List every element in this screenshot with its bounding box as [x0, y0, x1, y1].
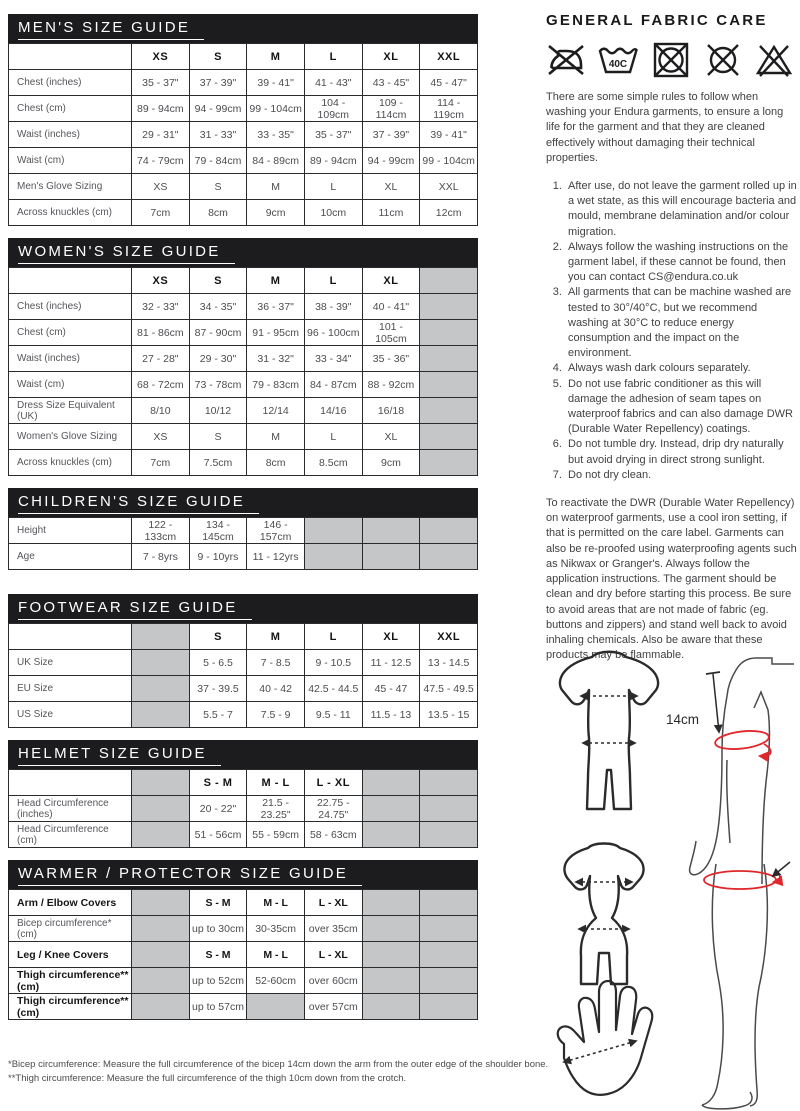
value-cell: 40 - 42 [247, 676, 305, 702]
row-label: Men's Glove Sizing [9, 174, 132, 200]
table-row [9, 822, 478, 848]
value-cell [132, 890, 190, 916]
value-cell: 52-60cm [247, 968, 305, 994]
warmer-size-guide-section [8, 860, 478, 1020]
value-cell: 94 - 99cm [362, 148, 420, 174]
value-cell [132, 676, 190, 702]
dwr-paragraph: To reactivate the DWR (Durable Water Repellency) on waterproof garments, use a cool iron setting, if that is permitted on the care label. Garments can also be re-proofed using waterproofing agents such as Nikwax or Granger's. Always follow the application instructions. The garment should be clean and dry before starting this process. Be sure to avoid areas that are not made of fabric (eg. buttons and zippers) and stand well back to avoid inhaling chemicals. Also be aware that these products may be flammable. [546, 497, 797, 662]
wash-40c-icon [597, 40, 639, 80]
value-cell [132, 650, 190, 676]
size-column-header: XL [362, 44, 420, 70]
table-row [9, 916, 478, 942]
value-cell: M - L [247, 890, 305, 916]
value-cell: 35 - 37" [132, 70, 190, 96]
value-cell: 99 - 104cm [420, 148, 478, 174]
row-label: Women's Glove Sizing [9, 424, 132, 450]
row-label: EU Size [9, 676, 132, 702]
size-column-header [132, 770, 190, 796]
value-cell: 11 - 12.5 [362, 650, 420, 676]
row-label: Chest (inches) [9, 70, 132, 96]
value-cell: L [304, 174, 362, 200]
value-cell: 99 - 104cm [247, 96, 305, 122]
value-cell: 89 - 94cm [304, 148, 362, 174]
table-row [9, 942, 478, 968]
table-row [9, 200, 478, 226]
womens-size-table [8, 267, 478, 476]
table-row [9, 518, 478, 544]
knuckle-measure-arrow [564, 1041, 636, 1062]
value-cell: 9cm [362, 450, 420, 476]
footwear-size-guide-section [8, 594, 478, 728]
size-header-row [9, 268, 478, 294]
value-cell: 11.5 - 13 [362, 702, 420, 728]
thigh-footnote: **Thigh circumference: Measure the full circumference of the thigh 10cm down from the crotch. [8, 1073, 407, 1084]
value-cell: XL [362, 424, 420, 450]
table-row [9, 122, 478, 148]
value-cell: 38 - 39" [304, 294, 362, 320]
row-label: Dress Size Equivalent (UK) [9, 398, 132, 424]
value-cell: 37 - 39" [189, 70, 247, 96]
value-cell: 21.5 - 23.25" [247, 796, 305, 822]
row-label: Chest (inches) [9, 294, 132, 320]
value-cell: 89 - 94cm [132, 96, 190, 122]
value-cell: 31 - 32" [247, 346, 305, 372]
value-cell: over 60cm [304, 968, 362, 994]
arm-measure-label: 14cm [666, 712, 700, 727]
value-cell: 40 - 41" [362, 294, 420, 320]
value-cell: 88 - 92cm [362, 372, 420, 398]
arm-measure-line [713, 674, 719, 732]
value-cell [420, 398, 478, 424]
value-cell: XXL [420, 174, 478, 200]
value-cell: 45 - 47" [420, 70, 478, 96]
size-column-header: S [189, 268, 247, 294]
value-cell: L - XL [304, 890, 362, 916]
value-cell [420, 942, 478, 968]
value-cell: 37 - 39" [362, 122, 420, 148]
value-cell: 47.5 - 49.5 [420, 676, 478, 702]
value-cell [247, 994, 305, 1020]
value-cell: 7 - 8.5 [247, 650, 305, 676]
value-cell: 101 - 105cm [362, 320, 420, 346]
corner-cell [9, 268, 132, 294]
hand-knuckle-diagram [548, 970, 662, 1110]
table-row [9, 544, 478, 570]
row-label: Waist (inches) [9, 122, 132, 148]
value-cell [420, 544, 478, 570]
size-tables-column [8, 14, 478, 1032]
warmer-size-table [8, 889, 478, 1020]
fabric-care-title: GENERAL FABRIC CARE [546, 12, 768, 29]
value-cell: 20 - 22" [189, 796, 247, 822]
row-label: Waist (cm) [9, 148, 132, 174]
value-cell: 91 - 95cm [247, 320, 305, 346]
table-row [9, 702, 478, 728]
table-row [9, 424, 478, 450]
table-row [9, 346, 478, 372]
value-cell: 114 - 119cm [420, 96, 478, 122]
footwear-title-bar [8, 594, 478, 623]
size-column-header [362, 770, 420, 796]
size-column-header: XL [362, 624, 420, 650]
row-label: Height [9, 518, 132, 544]
do-not-tumble-dry-icon [650, 40, 692, 80]
row-label: Leg / Knee Covers [9, 942, 132, 968]
value-cell: 7 - 8yrs [132, 544, 190, 570]
value-cell [420, 968, 478, 994]
value-cell: 34 - 35" [189, 294, 247, 320]
value-cell: M [247, 174, 305, 200]
care-rule-item: 2. Always follow the washing instructions on the garment label, if these cannot be found, then you can contact CS@endura.co.uk [565, 240, 798, 286]
size-column-header: XS [132, 268, 190, 294]
table-row [9, 968, 478, 994]
value-cell [362, 796, 420, 822]
table-row [9, 96, 478, 122]
size-column-header: M - L [247, 770, 305, 796]
value-cell: 31 - 33" [189, 122, 247, 148]
table-row [9, 676, 478, 702]
value-cell: 42.5 - 44.5 [304, 676, 362, 702]
section-title: CHILDREN'S SIZE GUIDE [18, 493, 259, 514]
table-row [9, 148, 478, 174]
childrens-size-table [8, 517, 478, 570]
value-cell: 29 - 30" [189, 346, 247, 372]
value-cell: 14/16 [304, 398, 362, 424]
helmet-size-table [8, 769, 478, 848]
value-cell [132, 702, 190, 728]
section-title: WOMEN'S SIZE GUIDE [18, 243, 235, 264]
value-cell [362, 994, 420, 1020]
value-cell: XL [362, 174, 420, 200]
row-label: Waist (cm) [9, 372, 132, 398]
value-cell [420, 294, 478, 320]
value-cell [420, 796, 478, 822]
mens-size-guide-section [8, 14, 478, 226]
value-cell: 41 - 43" [304, 70, 362, 96]
value-cell: 13.5 - 15 [420, 702, 478, 728]
value-cell: XS [132, 424, 190, 450]
corner-cell [9, 624, 132, 650]
value-cell: S - M [189, 942, 247, 968]
value-cell: 5.5 - 7 [189, 702, 247, 728]
value-cell: 10/12 [189, 398, 247, 424]
value-cell: 8cm [247, 450, 305, 476]
childrens-title-bar [8, 488, 478, 517]
care-rule-item: 3. All garments that can be machine washed are tested to 30°/40°C, but we recommend washing at 30°C to reduce energy consumption and the impact on the environment. [565, 285, 798, 361]
table-row [9, 890, 478, 916]
value-cell [362, 968, 420, 994]
value-cell [132, 916, 190, 942]
value-cell: up to 52cm [189, 968, 247, 994]
value-cell: 30-35cm [247, 916, 305, 942]
value-cell: 79 - 84cm [189, 148, 247, 174]
leg-thigh-diagram [686, 862, 796, 1110]
table-row [9, 294, 478, 320]
value-cell: 12/14 [247, 398, 305, 424]
value-cell: 134 - 145cm [189, 518, 247, 544]
row-label: Head Circumference (cm) [9, 822, 132, 848]
value-cell [304, 518, 362, 544]
value-cell: 33 - 34" [304, 346, 362, 372]
bicep-footnote: *Bicep circumference: Measure the full circumference of the bicep 14cm down the arm from the outer edge of the shoulder bone. [8, 1059, 549, 1070]
value-cell [362, 544, 420, 570]
do-not-iron-icon [546, 40, 586, 80]
value-cell [362, 822, 420, 848]
corner-cell [9, 770, 132, 796]
row-label: Head Circumference (inches) [9, 796, 132, 822]
value-cell: 81 - 86cm [132, 320, 190, 346]
section-title: WARMER / PROTECTOR SIZE GUIDE [18, 865, 362, 886]
value-cell: 146 - 157cm [247, 518, 305, 544]
size-header-row [9, 624, 478, 650]
fabric-care-column [546, 12, 798, 727]
section-title: MEN'S SIZE GUIDE [18, 19, 204, 40]
value-cell: 9 - 10.5 [304, 650, 362, 676]
footwear-size-table [8, 623, 478, 728]
value-cell [420, 518, 478, 544]
row-label: Bicep circumference* (cm) [9, 916, 132, 942]
row-label: Arm / Elbow Covers [9, 890, 132, 916]
table-row [9, 398, 478, 424]
value-cell: up to 30cm [189, 916, 247, 942]
thigh-measure-ellipse [704, 871, 776, 889]
size-column-header: S - M [189, 770, 247, 796]
value-cell: 104 - 109cm [304, 96, 362, 122]
value-cell: 45 - 47 [362, 676, 420, 702]
size-column-header: M [247, 624, 305, 650]
arm-bicep-diagram [642, 648, 794, 886]
table-row [9, 70, 478, 96]
value-cell: 22.75 - 24.75" [304, 796, 362, 822]
value-cell: M - L [247, 942, 305, 968]
size-header-row [9, 770, 478, 796]
size-column-header: L [304, 268, 362, 294]
size-column-header: L - XL [304, 770, 362, 796]
size-column-header: XL [362, 268, 420, 294]
value-cell: over 35cm [304, 916, 362, 942]
value-cell: 9.5 - 11 [304, 702, 362, 728]
value-cell: S [189, 174, 247, 200]
value-cell [132, 796, 190, 822]
value-cell: 109 - 114cm [362, 96, 420, 122]
value-cell: 39 - 41" [247, 70, 305, 96]
value-cell [420, 424, 478, 450]
value-cell: 96 - 100cm [304, 320, 362, 346]
row-label: Across knuckles (cm) [9, 200, 132, 226]
value-cell: 12cm [420, 200, 478, 226]
care-rule-item: 5. Do not use fabric conditioner as this will damage the adhesion of seam tapes on waterproof fabrics and can also damage DWR (Durable Water Repellency) coatings. [565, 377, 798, 438]
section-title: HELMET SIZE GUIDE [18, 745, 221, 766]
value-cell [420, 994, 478, 1020]
mens-title-bar [8, 14, 478, 43]
table-row [9, 372, 478, 398]
value-cell: 8/10 [132, 398, 190, 424]
value-cell: 8.5cm [304, 450, 362, 476]
value-cell [362, 916, 420, 942]
table-row [9, 320, 478, 346]
value-cell: over 57cm [304, 994, 362, 1020]
value-cell [304, 544, 362, 570]
value-cell: 84 - 87cm [304, 372, 362, 398]
value-cell: 11 - 12yrs [247, 544, 305, 570]
size-column-header: XXL [420, 44, 478, 70]
value-cell: 84 - 89cm [247, 148, 305, 174]
thigh-measure-line [773, 862, 790, 876]
childrens-size-guide-section [8, 488, 478, 570]
value-cell: 55 - 59cm [247, 822, 305, 848]
size-column-header [420, 268, 478, 294]
womens-title-bar [8, 238, 478, 267]
care-rule-item: 6. Do not tumble dry. Instead, drip dry naturally but avoid drying in direct strong sunlight. [565, 437, 798, 467]
do-not-bleach-icon [754, 40, 794, 80]
measurement-diagrams [546, 640, 798, 1111]
table-row [9, 796, 478, 822]
value-cell: 39 - 41" [420, 122, 478, 148]
value-cell: 51 - 56cm [189, 822, 247, 848]
value-cell: 94 - 99cm [189, 96, 247, 122]
value-cell: 9cm [247, 200, 305, 226]
size-column-header [420, 770, 478, 796]
womens-size-guide-section [8, 238, 478, 476]
row-label: Thigh circumference** (cm) [9, 994, 132, 1020]
warmer-title-bar [8, 860, 478, 889]
value-cell: L [304, 424, 362, 450]
value-cell: up to 57cm [189, 994, 247, 1020]
value-cell [132, 942, 190, 968]
value-cell [420, 346, 478, 372]
size-header-row [9, 44, 478, 70]
value-cell: 29 - 31" [132, 122, 190, 148]
size-column-header: XS [132, 44, 190, 70]
table-row [9, 650, 478, 676]
value-cell: 73 - 78cm [189, 372, 247, 398]
value-cell [420, 890, 478, 916]
helmet-title-bar [8, 740, 478, 769]
value-cell: L - XL [304, 942, 362, 968]
value-cell [420, 916, 478, 942]
value-cell: M [247, 424, 305, 450]
size-column-header: S [189, 44, 247, 70]
value-cell: 11cm [362, 200, 420, 226]
care-rule-item: 7. Do not dry clean. [565, 468, 798, 483]
value-cell [362, 942, 420, 968]
row-label: Across knuckles (cm) [9, 450, 132, 476]
value-cell [132, 968, 190, 994]
row-label: Thigh circumference** (cm) [9, 968, 132, 994]
value-cell [420, 450, 478, 476]
care-rules-list [546, 179, 798, 483]
wash-temp-label: 40C [608, 59, 628, 70]
value-cell: 7cm [132, 200, 190, 226]
value-cell [362, 890, 420, 916]
size-column-header: M [247, 268, 305, 294]
value-cell: 8cm [189, 200, 247, 226]
size-column-header [132, 624, 190, 650]
value-cell: XS [132, 174, 190, 200]
value-cell: 68 - 72cm [132, 372, 190, 398]
value-cell: 7.5 - 9 [247, 702, 305, 728]
value-cell [420, 372, 478, 398]
table-row [9, 174, 478, 200]
mens-size-table [8, 43, 478, 226]
size-column-header: L [304, 624, 362, 650]
value-cell [132, 822, 190, 848]
value-cell: 33 - 35" [247, 122, 305, 148]
value-cell: S - M [189, 890, 247, 916]
value-cell: 122 - 133cm [132, 518, 190, 544]
table-row [9, 994, 478, 1020]
row-label: Chest (cm) [9, 320, 132, 346]
value-cell [132, 994, 190, 1020]
helmet-size-guide-section [8, 740, 478, 848]
value-cell: 43 - 45" [362, 70, 420, 96]
care-icons-row [546, 40, 798, 80]
value-cell: 74 - 79cm [132, 148, 190, 174]
value-cell: 10cm [304, 200, 362, 226]
row-label: UK Size [9, 650, 132, 676]
size-column-header: S [189, 624, 247, 650]
corner-cell [9, 44, 132, 70]
value-cell: 7cm [132, 450, 190, 476]
value-cell: 5 - 6.5 [189, 650, 247, 676]
value-cell [362, 518, 420, 544]
row-label: Age [9, 544, 132, 570]
value-cell: 35 - 36" [362, 346, 420, 372]
value-cell: 32 - 33" [132, 294, 190, 320]
care-rule-item: 1. After use, do not leave the garment rolled up in a wet state, as this will encourage bacteria and mould, membrane delamination and/or colour migration. [565, 179, 798, 240]
value-cell: 36 - 37" [247, 294, 305, 320]
row-label: US Size [9, 702, 132, 728]
value-cell: 9 - 10yrs [189, 544, 247, 570]
fabric-care-text [546, 90, 798, 663]
value-cell: 79 - 83cm [247, 372, 305, 398]
value-cell [420, 822, 478, 848]
value-cell: 58 - 63cm [304, 822, 362, 848]
row-label: Chest (cm) [9, 96, 132, 122]
size-column-header: M [247, 44, 305, 70]
size-column-header: L [304, 44, 362, 70]
value-cell: 13 - 14.5 [420, 650, 478, 676]
value-cell: 37 - 39.5 [189, 676, 247, 702]
value-cell: 35 - 37" [304, 122, 362, 148]
value-cell: 87 - 90cm [189, 320, 247, 346]
size-column-header: XXL [420, 624, 478, 650]
section-title: FOOTWEAR SIZE GUIDE [18, 599, 252, 620]
value-cell [420, 320, 478, 346]
value-cell: 27 - 28" [132, 346, 190, 372]
value-cell: 16/18 [362, 398, 420, 424]
care-rule-item: 4. Always wash dark colours separately. [565, 361, 798, 376]
value-cell: 7.5cm [189, 450, 247, 476]
fabric-care-intro: There are some simple rules to follow when washing your Endura garments, to ensure a long life for the garment and that they are cleaned effectively without damaging their technical properties. [546, 91, 784, 164]
table-row [9, 450, 478, 476]
row-label: Waist (inches) [9, 346, 132, 372]
do-not-dry-clean-icon [703, 40, 743, 80]
value-cell: S [189, 424, 247, 450]
